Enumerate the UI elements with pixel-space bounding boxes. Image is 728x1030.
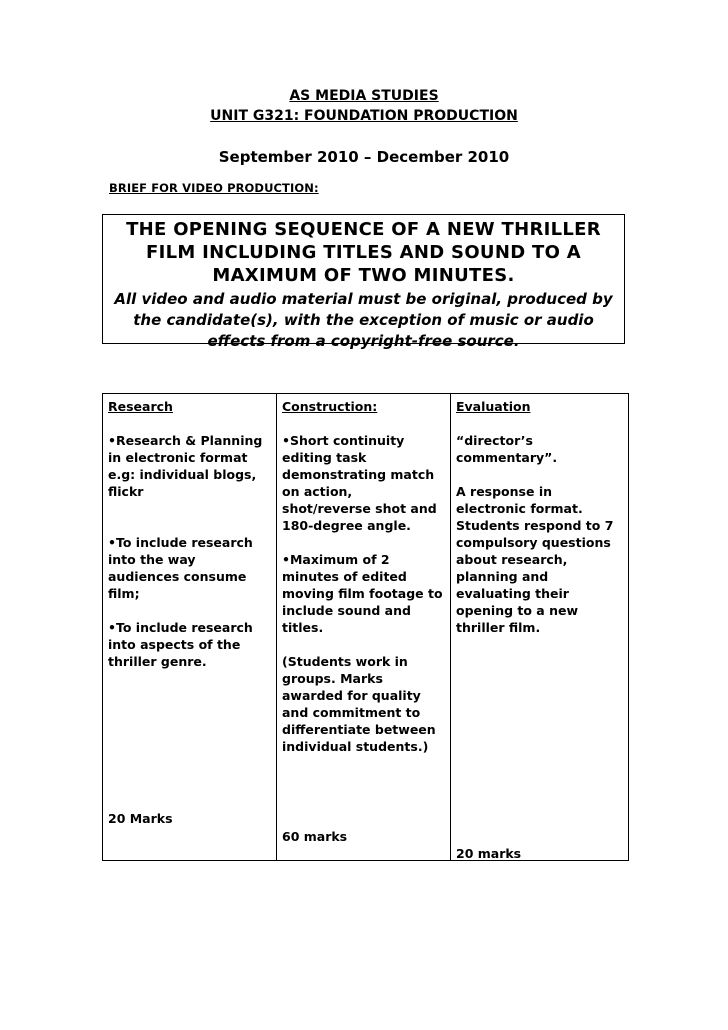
evaluation-point-1: “director’s commentary”. <box>456 433 558 465</box>
marking-table <box>102 393 629 861</box>
research-point-3: •To include research into aspects of the thriller genre. <box>108 620 253 669</box>
date-range: September 2010 – December 2010 <box>218 148 510 166</box>
construction-marks: 60 marks <box>282 829 348 844</box>
research-point-1: •Research & Planning in electronic format e.g: individual blogs, flickr <box>108 433 263 499</box>
research-heading: Research <box>108 399 173 414</box>
document-title: AS MEDIA STUDIES <box>289 88 439 104</box>
evaluation-marks: 20 marks <box>456 846 522 861</box>
research-marks: 20 Marks <box>108 811 173 826</box>
construction-point-1: •Short continuity editing task demonstrating match on action, shot/reverse shot and 180-degree angle. <box>282 433 437 533</box>
brief-headline: THE OPENING SEQUENCE OF A NEW THRILLER FILM INCLUDING TITLES AND SOUND TO A MAXIMUM OF TWO MINUTES. <box>126 219 601 286</box>
evaluation-heading: Evaluation <box>456 399 531 414</box>
construction-heading: Construction: <box>282 399 378 414</box>
research-cell <box>103 394 277 861</box>
evaluation-point-2: A response in electronic format. Students respond to 7 compulsory questions about research, planning and evaluating their opening to a new thriller film. <box>456 484 614 635</box>
brief-label: BRIEF FOR VIDEO PRODUCTION: <box>109 181 319 195</box>
unit-title: UNIT G321: FOUNDATION PRODUCTION <box>210 108 518 124</box>
construction-note: (Students work in groups. Marks awarded for quality and commitment to differentiate between individual students.) <box>282 654 436 754</box>
evaluation-cell <box>451 394 629 861</box>
construction-cell <box>277 394 451 861</box>
brief-note: All video and audio material must be original, produced by the candidate(s), with the exception of music or audio effects from a copyright-free source. <box>114 290 613 350</box>
brief-box <box>102 214 625 350</box>
research-point-2: •To include research into the way audiences consume film; <box>108 535 253 601</box>
construction-point-2: •Maximum of 2 minutes of edited moving film footage to include sound and titles. <box>282 552 443 635</box>
